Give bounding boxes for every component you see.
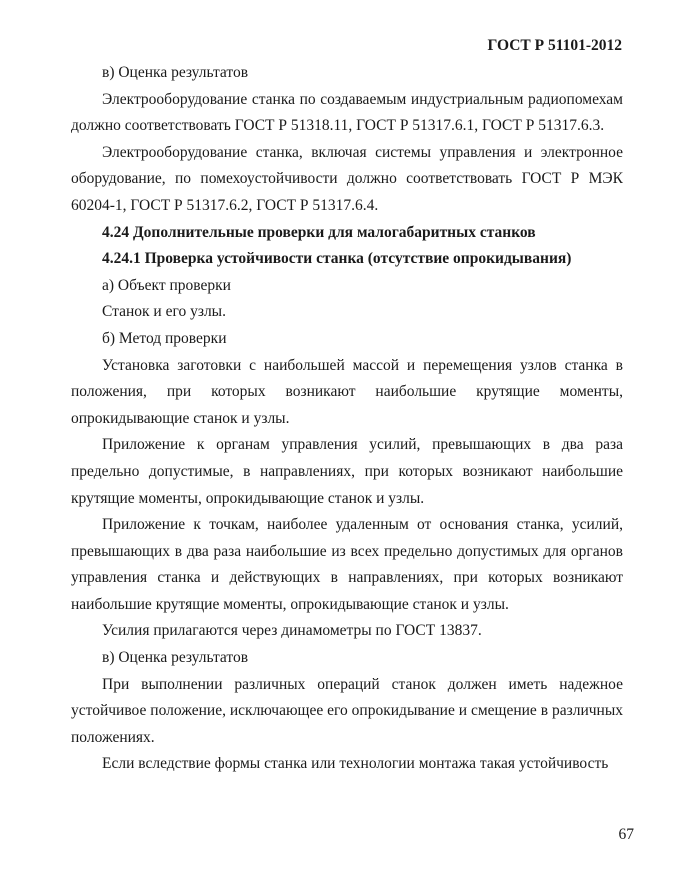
section-heading-4-24-1: 4.24.1 Проверка устойчивости станка (отсутствие опрокидывания) (102, 250, 572, 268)
subheading-results: в) Оценка результатов (102, 64, 249, 81)
paragraph-method-3: Приложение к точкам, наиболее удаленным от основания станка, усилий, превышающих в два раза наибольшие из всех предельно допустимых для органов управления станка и действующих в направлениях, при которых возникают наибольшие крутящие моменты, опрокидывающие станок и узлы. (71, 516, 623, 613)
page-number: 67 (618, 826, 634, 843)
subheading-results-2: в) Оценка результатов (102, 649, 249, 667)
paragraph-radio-interference: Электрооборудование станка по создаваемым индустриальным радиопомехам должно соответствовать ГОСТ Р 51318.11, ГОСТ Р 51317.6.1, ГОСТ Р 51317.6.3. (71, 90, 623, 135)
paragraph-method-1: Установка заготовки с наибольшей массой и перемещения узлов станка в положения, при которых возникают наибольшие крутящие моменты, опрокидывающие станок и узлы. (71, 356, 623, 427)
subheading-object: а) Объект проверки (102, 276, 231, 294)
section-heading-4-24: 4.24 Дополнительные проверки для малогабаритных станков (102, 223, 536, 241)
paragraph-results-2: Если вследствие формы станка или технологии монтажа такая устойчивость (102, 755, 609, 773)
paragraph-noise-immunity: Электрооборудование станка, включая системы управления и электронное оборудование, по помехоустойчивости должно соответствовать ГОСТ Р МЭК 60204-1, ГОСТ Р 51317.6.2, ГОСТ Р 51317.6.4. (71, 143, 623, 214)
paragraph-object: Станок и его узлы. (102, 303, 226, 321)
paragraph-method-2: Приложение к органам управления усилий, превышающих в два раза предельно допустимые, в направлениях, при которых возникают наибольшие крутящие моменты, опрокидывающие станок и узлы. (71, 436, 623, 507)
paragraph-method-4: Усилия прилагаются через динамометры по ГОСТ 13837. (102, 622, 482, 640)
subheading-method: б) Метод проверки (102, 329, 227, 347)
paragraph-results-1: При выполнении различных операций станок должен иметь надежное устойчивое положение, исключающее его опрокидывание и смещение в различных положениях. (71, 675, 623, 746)
document-header: ГОСТ Р 51101-2012 (487, 37, 622, 54)
document-body (71, 60, 623, 778)
